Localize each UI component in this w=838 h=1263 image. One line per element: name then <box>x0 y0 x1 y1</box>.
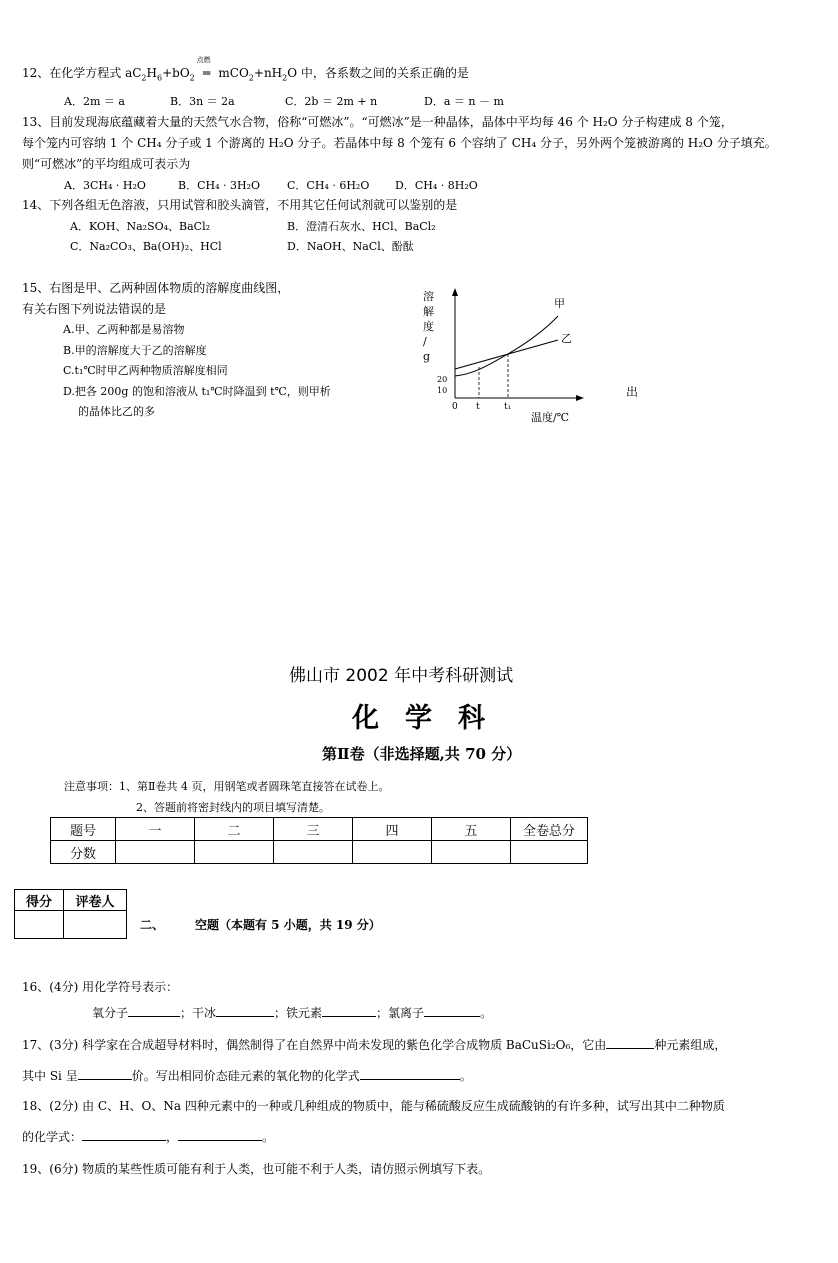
score-header-cell: 二 <box>195 818 274 841</box>
chart-y-label-char: 解 <box>423 305 434 318</box>
series-jia-label: 甲 <box>554 297 565 310</box>
x-tick-0: 0 <box>452 402 458 412</box>
q14-option-b: B．澄清石灰水、HCl、BaCl₂ <box>287 220 436 233</box>
grader-name-header: 评卷人 <box>64 890 127 911</box>
q14-stem: 14、下列各组无色溶液，只用试管和胶头滴管，不用其它任何试剂就可以鉴别的是 <box>22 198 458 212</box>
q12-option-c: C．2b ＝ 2m + n <box>285 95 378 108</box>
reaction-arrow: 点燃 ═ <box>196 56 211 80</box>
q16-items: 氧分子 ；干冰 ；铁元素 ；氯离子 。 <box>92 1006 493 1020</box>
score-cell[interactable] <box>116 841 195 864</box>
chart-y-label <box>423 289 434 363</box>
chart-y-label-char: 度 <box>423 320 434 333</box>
score-cell[interactable] <box>511 841 588 864</box>
x-tick-t: t <box>476 402 480 412</box>
y-axis-arrow <box>452 288 458 296</box>
reaction-condition: 点燃 <box>196 56 211 64</box>
q15-option-a: A.甲、乙两种都是易溶物 <box>63 323 185 336</box>
exam-title: 佛山市 2002 年中考科研测试 <box>289 666 514 686</box>
grader-score-cell[interactable] <box>15 911 64 939</box>
answer-blank[interactable] <box>424 1015 480 1017</box>
q15-option-d-line1: D.把各 200g 的饱和溶液从 t₁℃时降温到 t℃，则甲析 <box>63 385 331 398</box>
q13-option-d: D．CH₄ · 8H₂O <box>395 179 478 192</box>
answer-blank[interactable] <box>128 1015 180 1017</box>
q14-option-d: D．NaOH、NaCl、酚酞 <box>287 240 414 253</box>
q12-option-d: D．a ＝ n － m <box>424 95 504 108</box>
chart-y-label-char: g <box>423 350 431 363</box>
q16-stem: 16、(4分) 用化学符号表示： <box>22 980 179 994</box>
x-tick-t1: t₁ <box>504 402 512 412</box>
score-table <box>50 817 588 864</box>
q12-stem: 12、在化学方程式 $aC_2H_6+bO_2$ 点燃 ═ $mCO_2+nH_2O$ 中，各系数之间的关系正确的是 <box>22 56 469 83</box>
score-header-cell: 题号 <box>51 818 116 841</box>
section2-title: 空题（本题有 5 小题，共 19 分） <box>195 918 381 932</box>
score-header-cell: 五 <box>432 818 511 841</box>
score-cell[interactable] <box>353 841 432 864</box>
q13-option-a: A．3CH₄ · H₂O <box>64 179 146 192</box>
q15-option-d-line2: 的晶体比乙的多 <box>78 405 155 418</box>
notice-line2: 2、答题前将密封线内的项目填写清楚。 <box>136 801 330 814</box>
q13-line2: 每个笼内可容纳 1 个 CH₄ 分子或 1 个游离的 H₂O 分子。若晶体中每 8 个笼有 6 个容纳了 CH₄ 分子，另外两个笼被游离的 H₂O 分子填充。 <box>22 136 777 150</box>
score-header-cell: 四 <box>353 818 432 841</box>
q14-option-c: C．Na₂CO₃、Ba(OH)₂、HCl <box>70 240 222 253</box>
series-yi-curve <box>455 340 558 369</box>
score-header-cell: 全卷总分 <box>511 818 588 841</box>
q17-line2: 其中 Si 呈 价。写出相同价态硅元素的氧化物的化学式 。 <box>22 1069 472 1083</box>
score-table-row <box>51 841 588 864</box>
series-jia-curve <box>455 316 558 376</box>
notice-line1: 注意事项：1、第Ⅱ卷共 4 页，用钢笔或者圆珠笔直接答在试卷上。 <box>64 780 390 793</box>
q13-option-c: C．CH₄ · 6H₂O <box>287 179 370 192</box>
section2-number: 二、 <box>140 918 165 932</box>
score-table-header-row <box>51 818 588 841</box>
answer-blank[interactable] <box>606 1047 654 1049</box>
q17-line1: 17、(3分) 科学家在合成超导材料时，偶然制得了在自然界中尚未发现的紫色化学合成物质 BaCuSi₂O₆，它由 种元素组成， <box>22 1038 727 1052</box>
score-cell[interactable] <box>274 841 353 864</box>
chart-x-label: 温度/℃ <box>531 411 570 424</box>
q13-line3: 则“可燃冰”的平均组成可表示为 <box>22 157 191 171</box>
chart-y-label-char: / <box>423 335 427 348</box>
q14-option-a: A．KOH、Na₂SO₄、BaCl₂ <box>70 220 211 233</box>
grader-score-header: 得分 <box>15 890 64 911</box>
answer-blank[interactable] <box>322 1015 376 1017</box>
q12-option-b: B．3n ＝ 2a <box>170 95 235 108</box>
q18-line1: 18、(2分) 由 C、H、O、Na 四种元素中的一种或几种组成的物质中，能与稀硫酸反应生成硫酸钠的有许多种，试写出其中二种物质 <box>22 1099 725 1113</box>
score-cell[interactable] <box>195 841 274 864</box>
q15-line1: 15、右图是甲、乙两种固体物质的溶解度曲线图， <box>22 281 290 295</box>
score-row-label: 分数 <box>51 841 116 864</box>
series-yi-label: 乙 <box>561 332 572 345</box>
y-tick-20: 20 <box>437 375 448 384</box>
q13-option-b: B．CH₄ · 3H₂O <box>178 179 261 192</box>
q18-line2: 的化学式： ， 。 <box>22 1130 275 1144</box>
q15-option-d-tail: 出 <box>626 385 639 399</box>
q15-option-c: C.t₁℃时甲乙两种物质溶解度相同 <box>63 364 228 377</box>
answer-blank[interactable] <box>82 1139 166 1141</box>
q19-line1: 19、(6分) 物质的某些性质可能有利于人类，也可能不利于人类，请仿照示例填写下表。 <box>22 1162 491 1176</box>
score-header-cell: 一 <box>116 818 195 841</box>
q15-line2: 有关右图下列说法错误的是 <box>22 302 167 316</box>
score-cell[interactable] <box>432 841 511 864</box>
score-header-cell: 三 <box>274 818 353 841</box>
grader-name-cell[interactable] <box>64 911 127 939</box>
exam-volume: 第Ⅱ卷（非选择题,共 70 分） <box>322 745 522 763</box>
answer-blank[interactable] <box>178 1139 262 1141</box>
y-tick-10: 10 <box>437 386 448 395</box>
q15-option-b: B.甲的溶解度大于乙的溶解度 <box>63 344 207 357</box>
exam-subject: 化学科 <box>352 703 511 734</box>
x-axis-arrow <box>576 395 584 401</box>
q13-line1: 13、目前发现海底蕴藏着大量的天然气水合物，俗称“可燃冰”。“可燃冰”是一种晶体，晶体中平均每 46 个 H₂O 分子构建成 8 个笼， <box>22 115 733 129</box>
solubility-chart <box>415 280 595 430</box>
q12-option-a: A．2m ＝ a <box>64 95 125 108</box>
answer-blank[interactable] <box>78 1078 132 1080</box>
answer-blank[interactable] <box>360 1078 460 1080</box>
chart-y-label-char: 溶 <box>423 290 434 303</box>
answer-blank[interactable] <box>216 1015 274 1017</box>
grader-table <box>14 889 127 939</box>
